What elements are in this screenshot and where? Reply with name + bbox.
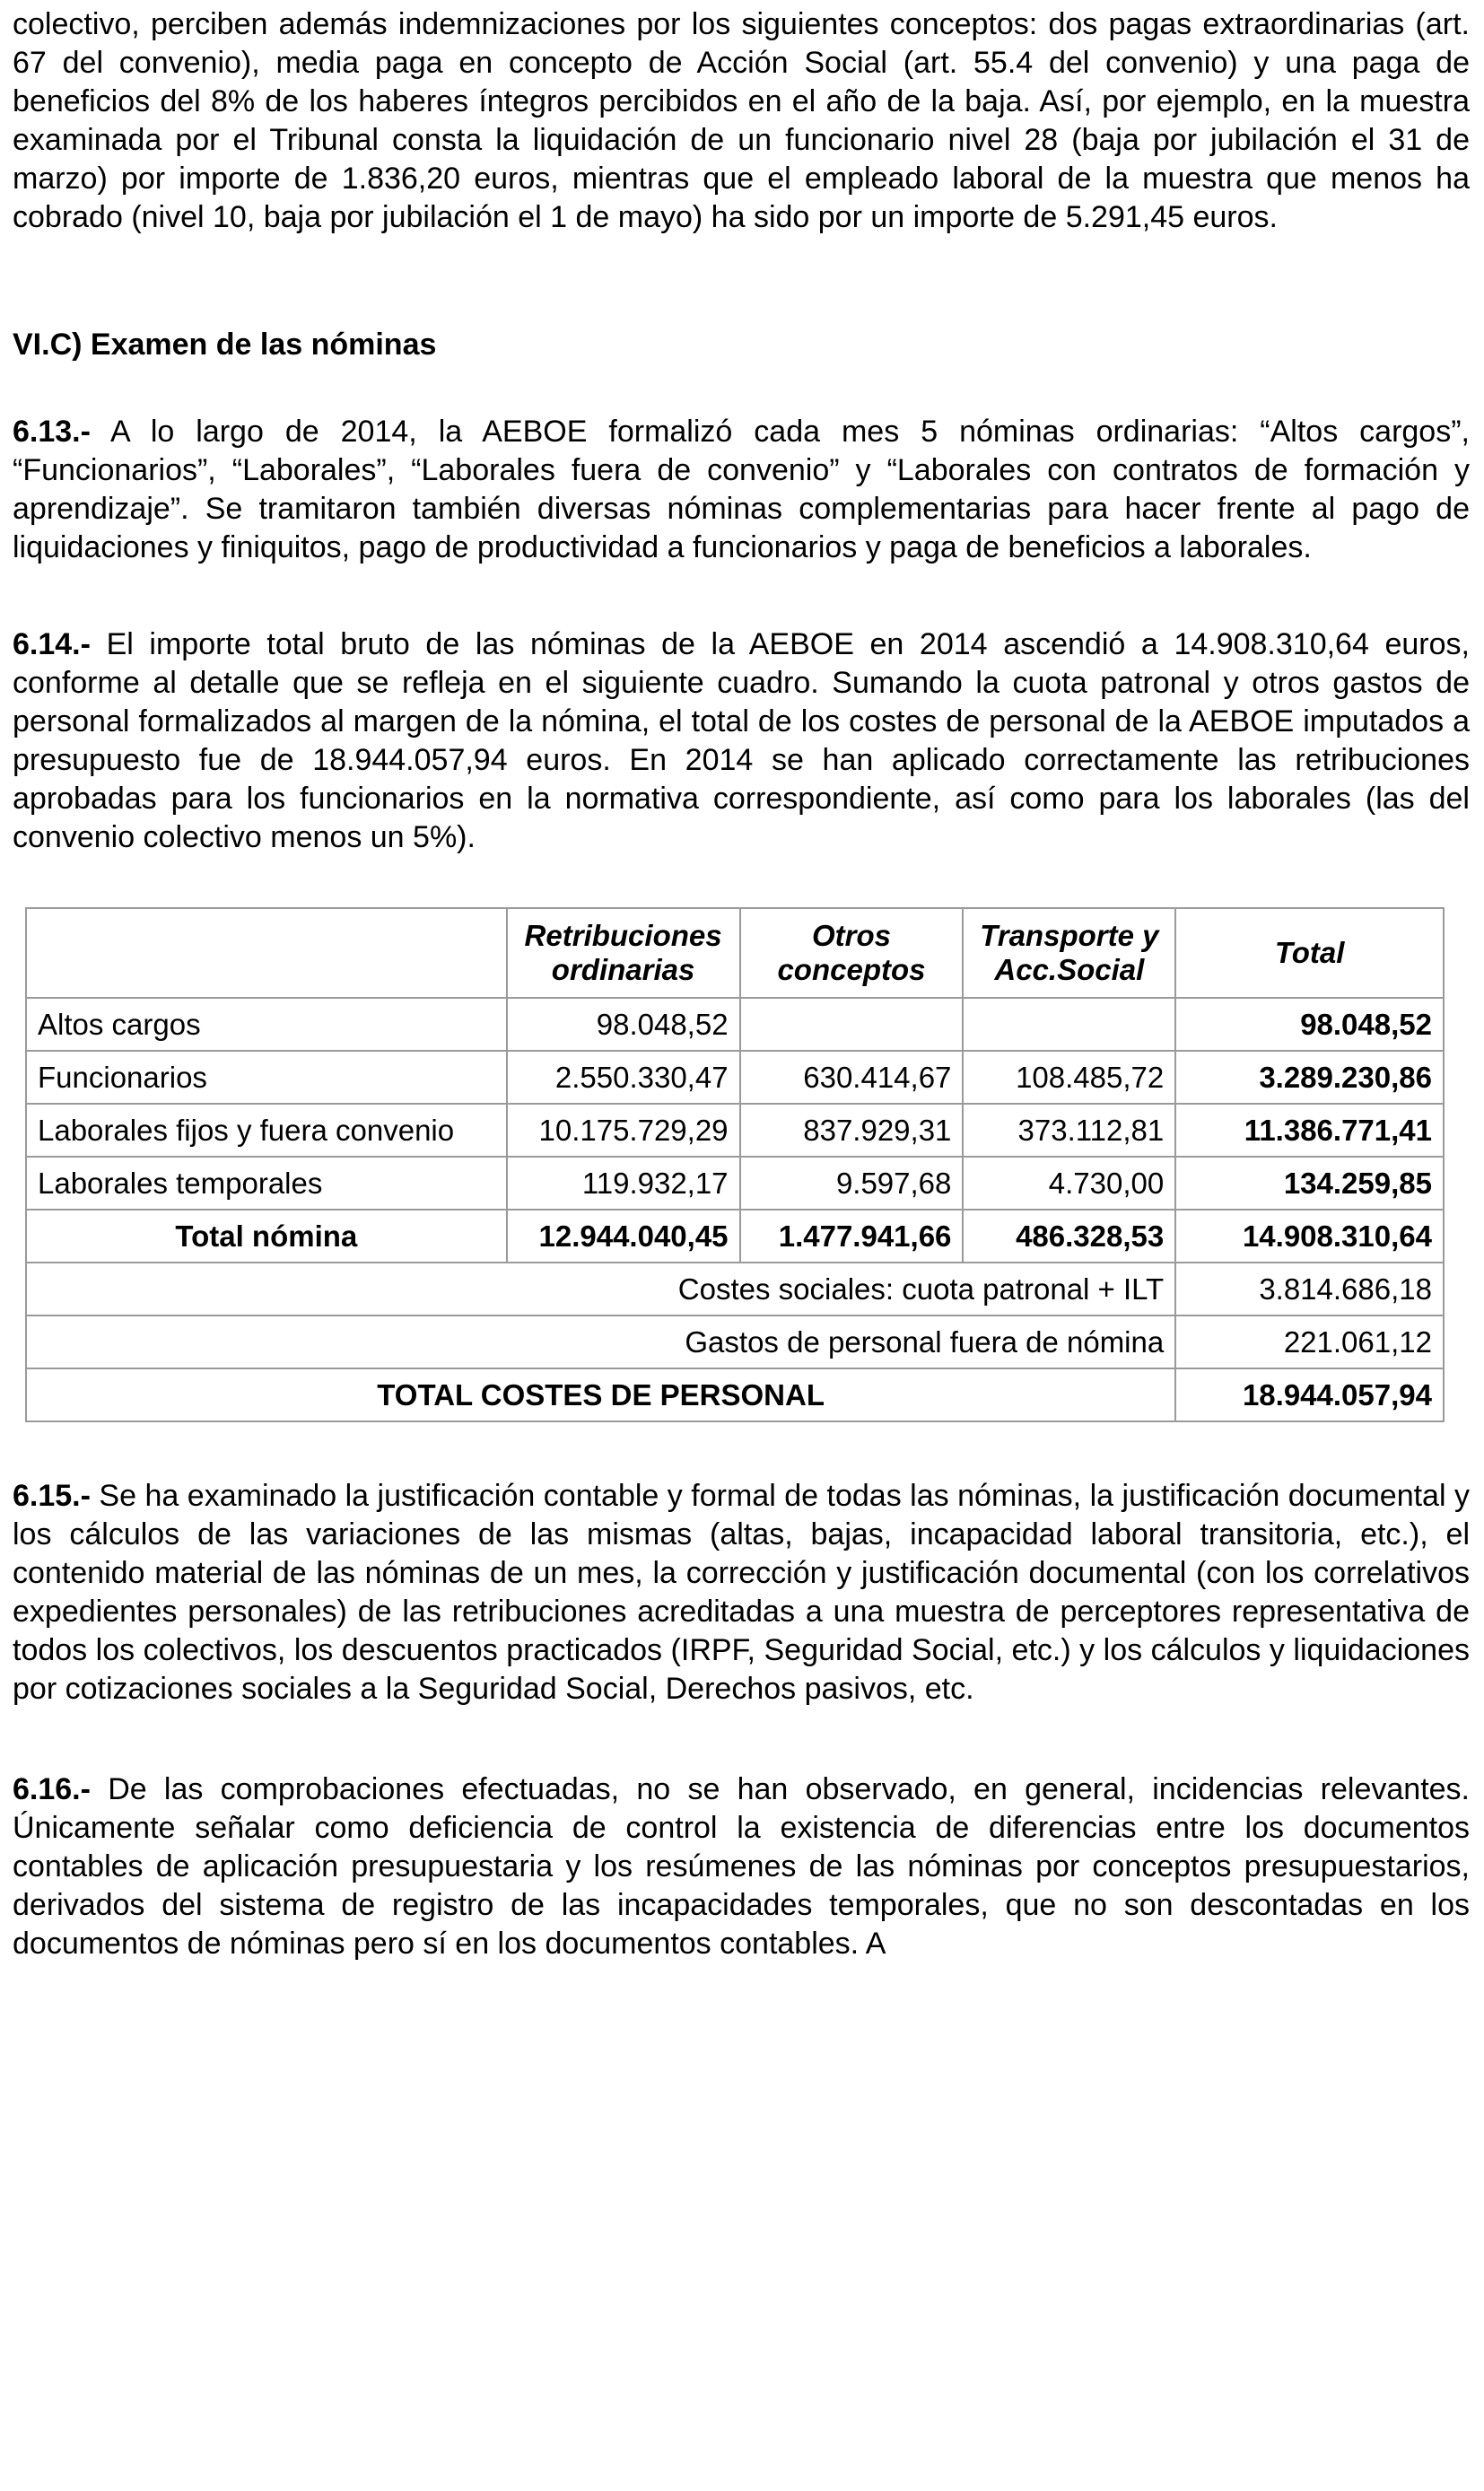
cell: 373.112,81 [963,1104,1175,1157]
row-label: Gastos de personal fuera de nómina [26,1315,1175,1368]
total-nomina-row [26,1210,1444,1263]
row-label: Laborales fijos y fuera convenio [26,1104,507,1157]
cell [740,998,964,1051]
grand-total-value: 18.944.057,94 [1175,1368,1444,1421]
row-total: 3.289.230,86 [1175,1051,1444,1104]
row-label: Total nómina [26,1210,507,1263]
cell: 1.477.941,66 [740,1210,964,1263]
personnel-costs-table [25,907,1445,1422]
cell: 486.328,53 [963,1210,1175,1263]
row-total: 134.259,85 [1175,1157,1444,1210]
cell: 108.485,72 [963,1051,1175,1104]
paragraph-number: 6.13.- [13,415,91,449]
cell: 837.929,31 [740,1104,964,1157]
paragraph-6-16 [13,1770,1470,1963]
paragraph-number: 6.16.- [13,1772,91,1806]
row-label: TOTAL COSTES DE PERSONAL [26,1368,1175,1421]
table-header-blank [26,908,507,998]
table-row [26,1157,1444,1210]
cell: 119.932,17 [507,1157,740,1210]
paragraph-text: A lo largo de 2014, la AEBOE formalizó cada mes 5 nóminas ordinarias: “Altos cargos”, “Funcionarios”, “Laborales”, “Laborales fuera de convenio” y “Laborales con contratos de formación y aprendizaje”. Se tramitaron también diversas nóminas complementarias para hacer frente al pago de liquidaciones y finiquitos, pago de productividad a funcionarios y paga de beneficios a laborales. [13,415,1470,564]
cell: 4.730,00 [963,1157,1175,1210]
table-header-total: Total [1175,908,1444,998]
cell: 9.597,68 [740,1157,964,1210]
row-label: Funcionarios [26,1051,507,1104]
table-row [26,1051,1444,1104]
paragraph-6-14 [13,625,1470,857]
cell: 12.944.040,45 [507,1210,740,1263]
intro-text: colectivo, perciben además indemnizaciones por los siguientes conceptos: dos pagas extraordinarias (art. 67 del convenio), media paga en concepto de Acción Social (art. 55.4 del convenio) y una paga de beneficios del 8% de los haberes íntegros percibidos en el año de la baja. Así, por ejemplo, en la muestra examinada por el Tribunal consta la liquidación de un funcionario nivel 28 (baja por jubilación el 31 de marzo) por importe de 1.836,20 euros, mientras que el empleado laboral de la muestra que menos ha cobrado (nivel 10, baja por jubilación el 1 de mayo) ha sido por un importe de 5.291,45 euros. [13,7,1470,234]
table-header-row [26,908,1444,998]
section-heading: VI.C) Examen de las nóminas [13,328,437,362]
paragraph-text: El importe total bruto de las nóminas de la AEBOE en 2014 ascendió a 14.908.310,64 euros, conforme al detalle que se refleja en el siguiente cuadro. Sumando la cuota patronal y otros gastos de personal formalizados al margen de la nómina, el total de los costes de personal de la AEBOE imputados a presupuesto fue de 18.944.057,94 euros. En 2014 se han aplicado correctamente las retribuciones aprobadas para los funcionarios en la normativa correspondiente, así como para los laborales (las del convenio colectivo menos un 5%). [13,627,1470,854]
cell: 630.414,67 [740,1051,964,1104]
row-label: Costes sociales: cuota patronal + ILT [26,1263,1175,1315]
table-row [26,1104,1444,1157]
table-header-transporte: Transporte y Acc.Social [963,908,1175,998]
table-header-otros: Otros conceptos [740,908,964,998]
costes-sociales-row [26,1263,1444,1315]
cell: 3.814.686,18 [1175,1263,1444,1315]
gastos-fuera-nomina-row [26,1315,1444,1368]
cell: 98.048,52 [507,998,740,1051]
intro-paragraph [13,5,1470,237]
paragraph-text: Se ha examinado la justificación contable y formal de todas las nóminas, la justificación documental y los cálculos de las variaciones de las mismas (altas, bajas, incapacidad laboral transitoria, etc.), el contenido material de las nóminas de un mes, la corrección y justificación documental (con los correlativos expedientes personales) de las retribuciones acreditadas a una muestra de perceptores representativa de todos los colectivos, los descuentos practicados (IRPF, Seguridad Social, etc.) y los cálculos y liquidaciones por cotizaciones sociales a la Seguridad Social, Derechos pasivos, etc. [13,1479,1470,1706]
grand-total-row [26,1368,1444,1421]
paragraph-number: 6.15.- [13,1479,91,1513]
row-total: 14.908.310,64 [1175,1210,1444,1263]
cell [963,998,1175,1051]
cell: 221.061,12 [1175,1315,1444,1368]
cell: 10.175.729,29 [507,1104,740,1157]
row-total: 98.048,52 [1175,998,1444,1051]
cell: 2.550.330,47 [507,1051,740,1104]
paragraph-text: De las comprobaciones efectuadas, no se han observado, en general, incidencias relevantes. Únicamente señalar como deficiencia de control la existencia de diferencias entre los documentos contables de aplicación presupuestaria y los resúmenes de las nóminas por conceptos presupuestarios, derivados del sistema de registro de las incapacidades temporales, que no son descontadas en los documentos de nóminas pero sí en los documentos contables. A [13,1772,1470,1961]
table-header-retribuciones: Retribuciones ordinarias [507,908,740,998]
paragraph-6-15 [13,1477,1470,1709]
row-total: 11.386.771,41 [1175,1104,1444,1157]
row-label: Laborales temporales [26,1157,507,1210]
row-label: Altos cargos [26,998,507,1051]
paragraph-6-13 [13,413,1470,567]
table-row [26,998,1444,1051]
paragraph-number: 6.14.- [13,627,91,661]
